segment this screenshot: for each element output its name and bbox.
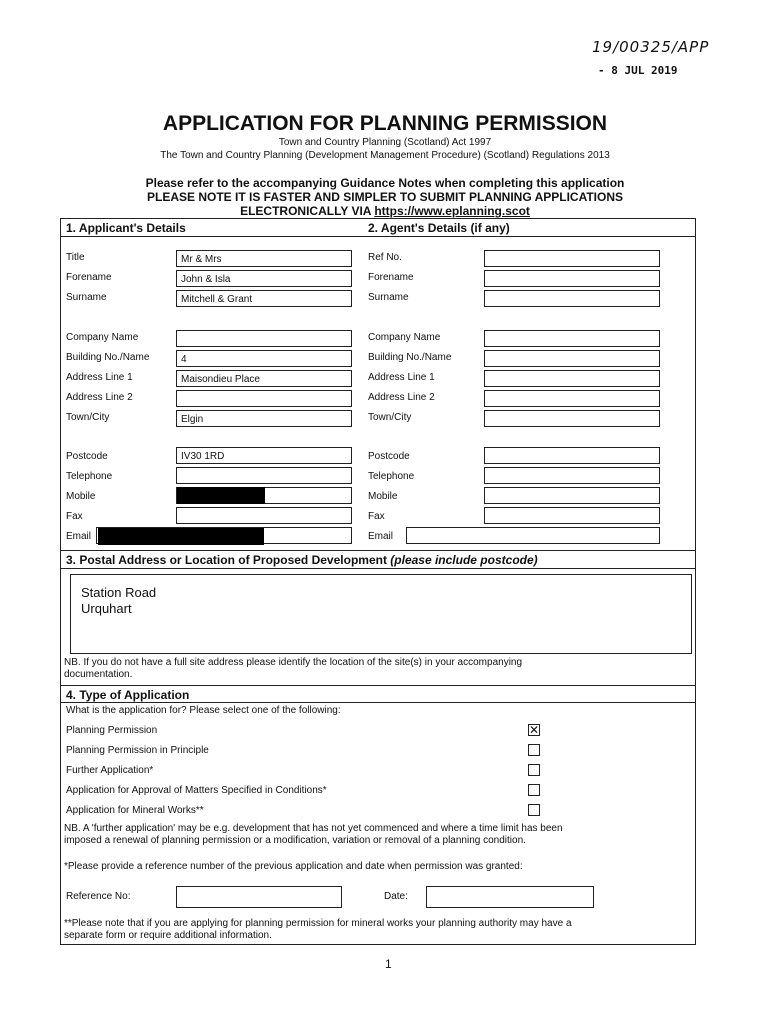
applicant-label-postcode: Postcode bbox=[66, 451, 108, 462]
principle-checkbox[interactable] bbox=[528, 744, 540, 756]
agent-address2-field[interactable] bbox=[484, 390, 660, 407]
applicant-surname-field[interactable]: Mitchell & Grant bbox=[176, 290, 352, 307]
section-divider bbox=[60, 236, 696, 237]
applicant-label-fax: Fax bbox=[66, 511, 83, 522]
date-label: Date: bbox=[384, 891, 408, 902]
agent-heading: 2. Agent's Details (if any) bbox=[368, 221, 510, 235]
type-question: What is the application for? Please select one of the following: bbox=[66, 705, 341, 716]
option-label-further: Further Application* bbox=[66, 765, 154, 776]
act-line-1: Town and Country Planning (Scotland) Act 1997 bbox=[278, 137, 492, 148]
option-label-planning: Planning Permission bbox=[66, 725, 158, 736]
date-stamp: - 8 JUL 2019 bbox=[598, 64, 678, 77]
applicant-fax-field[interactable] bbox=[176, 507, 352, 524]
date-field[interactable] bbox=[426, 886, 594, 908]
applicant-label-mobile: Mobile bbox=[66, 491, 96, 502]
reference-note: *Please provide a reference number of the previous application and date when permission was granted: bbox=[64, 861, 523, 872]
section-divider bbox=[60, 550, 696, 551]
agent-building-field[interactable] bbox=[484, 350, 660, 367]
agent-company-field[interactable] bbox=[484, 330, 660, 347]
applicant-title-field[interactable]: Mr & Mrs bbox=[176, 250, 352, 267]
redaction-email bbox=[98, 528, 264, 545]
postal-nb-line-2: documentation. bbox=[64, 669, 133, 680]
applicant-telephone-field[interactable] bbox=[176, 467, 352, 484]
type-nb-line-1: NB. A 'further application' may be e.g. development that has not yet commenced and where a time limit has been bbox=[64, 823, 563, 834]
site-address-line-1: Station Road bbox=[81, 585, 157, 600]
guidance-note-2: PLEASE NOTE IT IS FASTER AND SIMPLER TO SUBMIT PLANNING APPLICATIONS bbox=[146, 190, 624, 204]
section-divider bbox=[60, 685, 696, 686]
mineral-works-checkbox[interactable] bbox=[528, 804, 540, 816]
redaction-mobile bbox=[177, 487, 265, 504]
agent-telephone-field[interactable] bbox=[484, 467, 660, 484]
agent-label-fax: Fax bbox=[368, 511, 385, 522]
guidance-note-1: Please refer to the accompanying Guidance Notes when completing this application bbox=[145, 176, 625, 190]
agent-label-postcode: Postcode bbox=[368, 451, 410, 462]
reference-no-label: Reference No: bbox=[66, 891, 131, 902]
agent-address1-field[interactable] bbox=[484, 370, 660, 387]
postal-nb-line-1: NB. If you do not have a full site address please identify the location of the site(s) in your accompanying bbox=[64, 657, 523, 668]
applicant-label-address1: Address Line 1 bbox=[66, 372, 133, 383]
guidance-note-3: ELECTRONICALLY VIA https://www.eplanning.scot bbox=[240, 204, 530, 218]
reference-stamp: 19/00325/APP bbox=[592, 38, 710, 56]
agent-label-email: Email bbox=[368, 531, 394, 542]
type-nb-line-2: imposed a renewal of planning permission or a modification, variation or removal of a planning condition. bbox=[64, 835, 526, 846]
further-application-checkbox[interactable] bbox=[528, 764, 540, 776]
page-number: 1 bbox=[385, 957, 392, 971]
applicant-address1-field[interactable]: Maisondieu Place bbox=[176, 370, 352, 387]
site-address-line-2: Urquhart bbox=[81, 601, 132, 616]
agent-postcode-field[interactable] bbox=[484, 447, 660, 464]
agent-label-surname: Surname bbox=[368, 292, 409, 303]
mineral-note-line-2: separate form or require additional information. bbox=[64, 930, 272, 941]
applicant-company-field[interactable] bbox=[176, 330, 352, 347]
option-label-principle: Planning Permission in Principle bbox=[66, 745, 209, 756]
act-line-2: The Town and Country Planning (Development Management Procedure) (Scotland) Regulations 2013 bbox=[160, 150, 610, 161]
applicant-label-company: Company Name bbox=[66, 332, 139, 343]
agent-label-address2: Address Line 2 bbox=[368, 392, 435, 403]
applicant-heading: 1. Applicant's Details bbox=[66, 221, 186, 235]
applicant-address2-field[interactable] bbox=[176, 390, 352, 407]
eplanning-link[interactable]: https://www.eplanning.scot bbox=[374, 204, 530, 218]
option-label-conditions: Application for Approval of Matters Specified in Conditions* bbox=[66, 785, 327, 796]
type-heading: 4. Type of Application bbox=[66, 688, 190, 702]
agent-mobile-field[interactable] bbox=[484, 487, 660, 504]
applicant-town-field[interactable]: Elgin bbox=[176, 410, 352, 427]
applicant-label-telephone: Telephone bbox=[66, 471, 113, 482]
agent-town-field[interactable] bbox=[484, 410, 660, 427]
applicant-label-building: Building No./Name bbox=[66, 352, 150, 363]
option-label-mineral: Application for Mineral Works** bbox=[66, 805, 204, 816]
postal-heading: 3. Postal Address or Location of Proposed Development (please include postcode) bbox=[66, 553, 538, 567]
planning-permission-checkbox[interactable]: ✕ bbox=[529, 723, 540, 737]
section-divider bbox=[60, 218, 696, 219]
applicant-label-title: Title bbox=[66, 252, 85, 263]
form-left-border bbox=[60, 218, 61, 944]
agent-surname-field[interactable] bbox=[484, 290, 660, 307]
applicant-postcode-field[interactable]: IV30 1RD bbox=[176, 447, 352, 464]
reference-no-field[interactable] bbox=[176, 886, 342, 908]
mineral-note-line-1: **Please note that if you are applying for planning permission for mineral works your planning authority may have a bbox=[64, 918, 572, 929]
applicant-label-town: Town/City bbox=[66, 412, 110, 423]
section-bottom-border bbox=[60, 944, 696, 945]
applicant-forename-field[interactable]: John & Isla bbox=[176, 270, 352, 287]
site-address-box[interactable] bbox=[70, 574, 692, 654]
applicant-label-forename: Forename bbox=[66, 272, 112, 283]
agent-forename-field[interactable] bbox=[484, 270, 660, 287]
conditions-checkbox[interactable] bbox=[528, 784, 540, 796]
agent-label-company: Company Name bbox=[368, 332, 441, 343]
agent-email-field[interactable] bbox=[406, 527, 660, 544]
applicant-label-surname: Surname bbox=[66, 292, 107, 303]
applicant-label-email: Email bbox=[66, 531, 92, 542]
agent-ref-field[interactable] bbox=[484, 250, 660, 267]
applicant-label-address2: Address Line 2 bbox=[66, 392, 133, 403]
section-divider bbox=[60, 702, 696, 703]
form-title: APPLICATION FOR PLANNING PERMISSION bbox=[162, 112, 608, 135]
agent-label-building: Building No./Name bbox=[368, 352, 452, 363]
applicant-building-field[interactable]: 4 bbox=[176, 350, 352, 367]
agent-label-address1: Address Line 1 bbox=[368, 372, 435, 383]
agent-label-telephone: Telephone bbox=[368, 471, 415, 482]
agent-label-mobile: Mobile bbox=[368, 491, 398, 502]
agent-label-ref: Ref No. bbox=[368, 252, 402, 263]
agent-label-town: Town/City bbox=[368, 412, 412, 423]
form-right-border bbox=[695, 218, 696, 944]
agent-label-forename: Forename bbox=[368, 272, 414, 283]
agent-fax-field[interactable] bbox=[484, 507, 660, 524]
section-divider bbox=[60, 568, 696, 569]
